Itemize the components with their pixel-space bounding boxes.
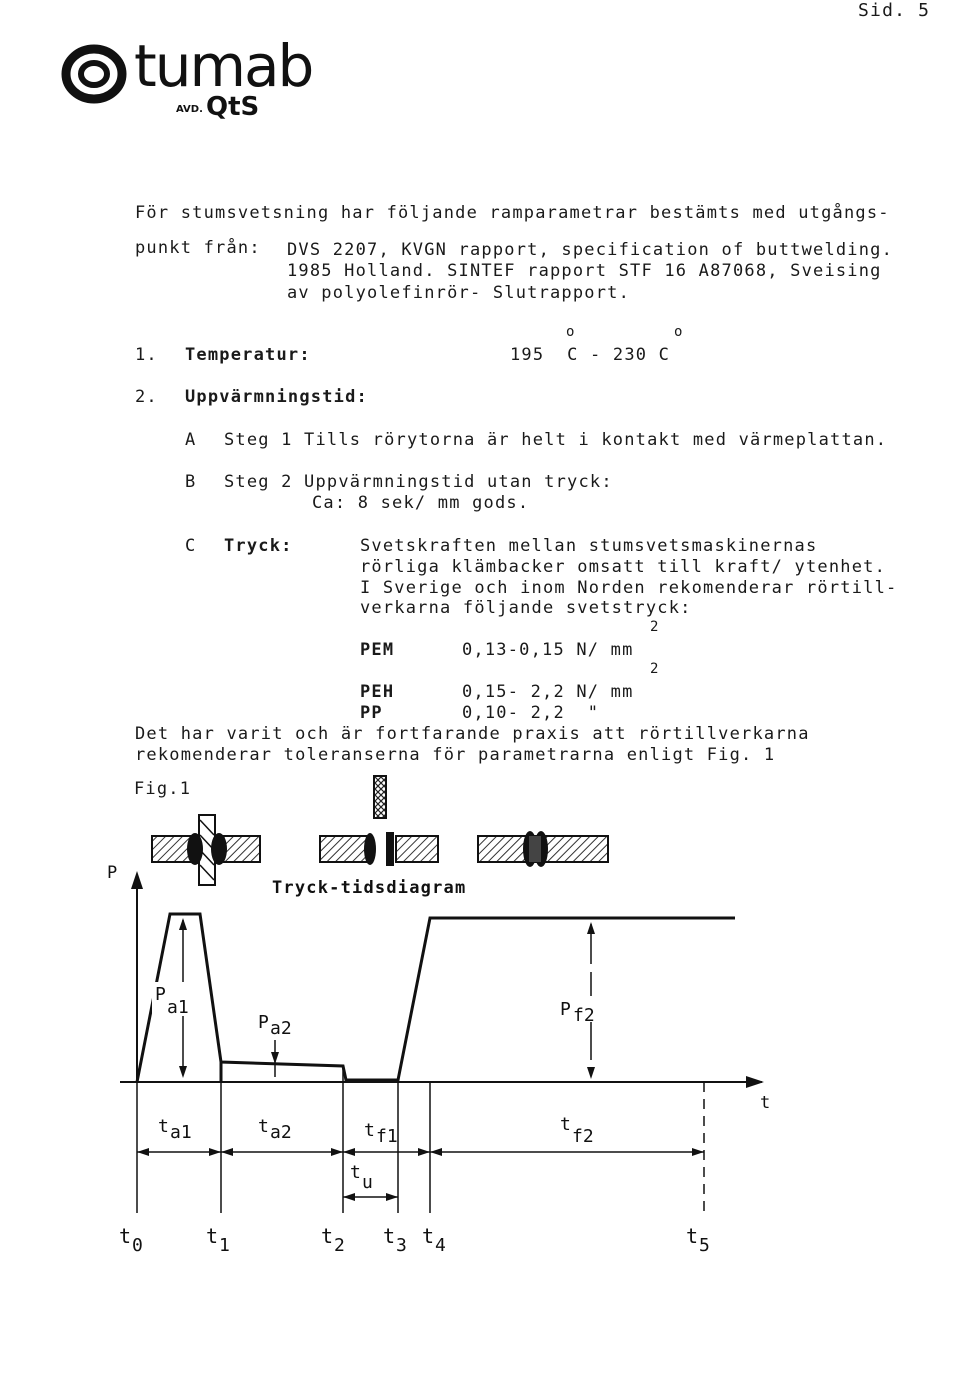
t2-label: t [321, 1224, 334, 1248]
conclusion-line-1: Det har varit och är fortfarande praxis att rörtillverkarna [135, 724, 810, 744]
logo-avd: AVD. [176, 104, 203, 115]
pipe-sketch-2 [320, 776, 438, 866]
t5-label: t [686, 1224, 699, 1248]
pa1-arrow-up [179, 918, 187, 930]
pf2-label: P [560, 999, 571, 1020]
tf1-sub: f1 [376, 1126, 398, 1147]
pem-material: PEM [360, 640, 395, 660]
temperature-label: Temperatur: [185, 345, 311, 365]
tu-sub: u [362, 1172, 373, 1193]
item-a-text: Steg 1 Tills rörytorna är helt i kontakt med värmeplattan. [224, 430, 888, 450]
pp-material: PP [360, 703, 383, 723]
t0-sub: 0 [132, 1235, 143, 1256]
t5-sub: 5 [699, 1235, 710, 1256]
ta2-sub: a2 [270, 1122, 292, 1143]
ta2-label: t [258, 1116, 269, 1137]
intro-line-4: av polyolefinrör- Slutrapport. [287, 283, 631, 303]
peh-value: 0,15- 2,2 N/ mm [462, 682, 634, 702]
item-c-label: Tryck: [224, 536, 293, 556]
intro-line-2-lead: punkt från: [135, 238, 261, 258]
pipe-sketch-1 [152, 815, 260, 885]
logo-qts: QtS [206, 92, 260, 122]
t1-label: t [206, 1224, 219, 1248]
item-c-line-1: Svetskraften mellan stumsvetsmaskinernas [360, 536, 818, 556]
item-b-text: Steg 2 Uppvärmningstid utan tryck: [224, 472, 613, 492]
t3-sub: 3 [396, 1235, 407, 1256]
pa2-label: P [258, 1012, 269, 1033]
ta1-label: t [158, 1116, 169, 1137]
pem-value: 0,13-0,15 N/ mm [462, 640, 634, 660]
item-a-letter: A [185, 430, 197, 450]
pf2-sub: f2 [573, 1005, 595, 1026]
pipe-sketch-3 [478, 831, 608, 867]
t1-sub: 1 [219, 1235, 230, 1256]
section-1-number: 1. [135, 345, 158, 365]
t0-label: t [119, 1224, 132, 1248]
t4-sub: 4 [435, 1235, 446, 1256]
y-axis-arrow [131, 871, 143, 889]
ta1-sub: a1 [170, 1122, 192, 1143]
pa1-arrow-down [179, 1066, 187, 1078]
pem-sup: 2 [650, 619, 660, 635]
x-axis-label: t [760, 1093, 771, 1113]
item-b-sub: Ca: 8 sek/ mm gods. [312, 493, 530, 513]
logo-wordmark: tumab [134, 32, 313, 100]
t3-label: t [383, 1224, 396, 1248]
conclusion-line-2: rekomenderar toleranserna för parametrarna enligt Fig. 1 [135, 745, 776, 765]
heating-label: Uppvärmningstid: [185, 387, 368, 407]
pa1-label: P [155, 984, 166, 1005]
intro-line-3: 1985 Holland. SINTEF rapport STF 16 A87068, Sveising [287, 261, 882, 281]
pp-value: 0,10- 2,2 " [462, 703, 600, 723]
degree-sup-1: o [566, 324, 576, 340]
peh-sup: 2 [650, 661, 660, 677]
x-axis-arrow [746, 1076, 764, 1088]
item-c-line-4: verkarna följande svetstryck: [360, 598, 692, 618]
tf1-label: t [364, 1120, 375, 1141]
diagram-title: Tryck-tidsdiagram [272, 878, 467, 898]
pa1-sub: a1 [167, 997, 189, 1018]
item-c-line-2: rörliga klämbacker omsatt till kraft/ ytenhet. [360, 557, 887, 577]
page-number: Sid. 5 [858, 0, 931, 21]
temperature-value: 195 C - 230 C [510, 345, 671, 365]
pa2-sub: a2 [270, 1018, 292, 1039]
t2-sub: 2 [334, 1235, 345, 1256]
tf2-sub: f2 [572, 1126, 594, 1147]
pf2-arrow-up [587, 922, 595, 934]
pressure-curve [137, 914, 735, 1082]
item-c-letter: C [185, 536, 197, 556]
tu-label: t [350, 1162, 361, 1183]
degree-sup-2: o [674, 324, 684, 340]
t4-label: t [422, 1224, 435, 1248]
figure-label: Fig.1 [134, 779, 192, 799]
section-2-number: 2. [135, 387, 158, 407]
y-axis-label: P [107, 863, 118, 883]
pf2-arrow-down [587, 1067, 595, 1079]
intro-line-1: För stumsvetsning har följande ramparametrar bestämts med utgångs- [135, 203, 890, 223]
tf2-label: t [560, 1114, 571, 1135]
peh-material: PEH [360, 682, 395, 702]
item-b-letter: B [185, 472, 197, 492]
intro-line-2: DVS 2207, KVGN rapport, specification of buttwelding. [287, 240, 894, 260]
item-c-line-3: I Sverige och inom Norden rekomenderar rörtill- [360, 578, 898, 598]
